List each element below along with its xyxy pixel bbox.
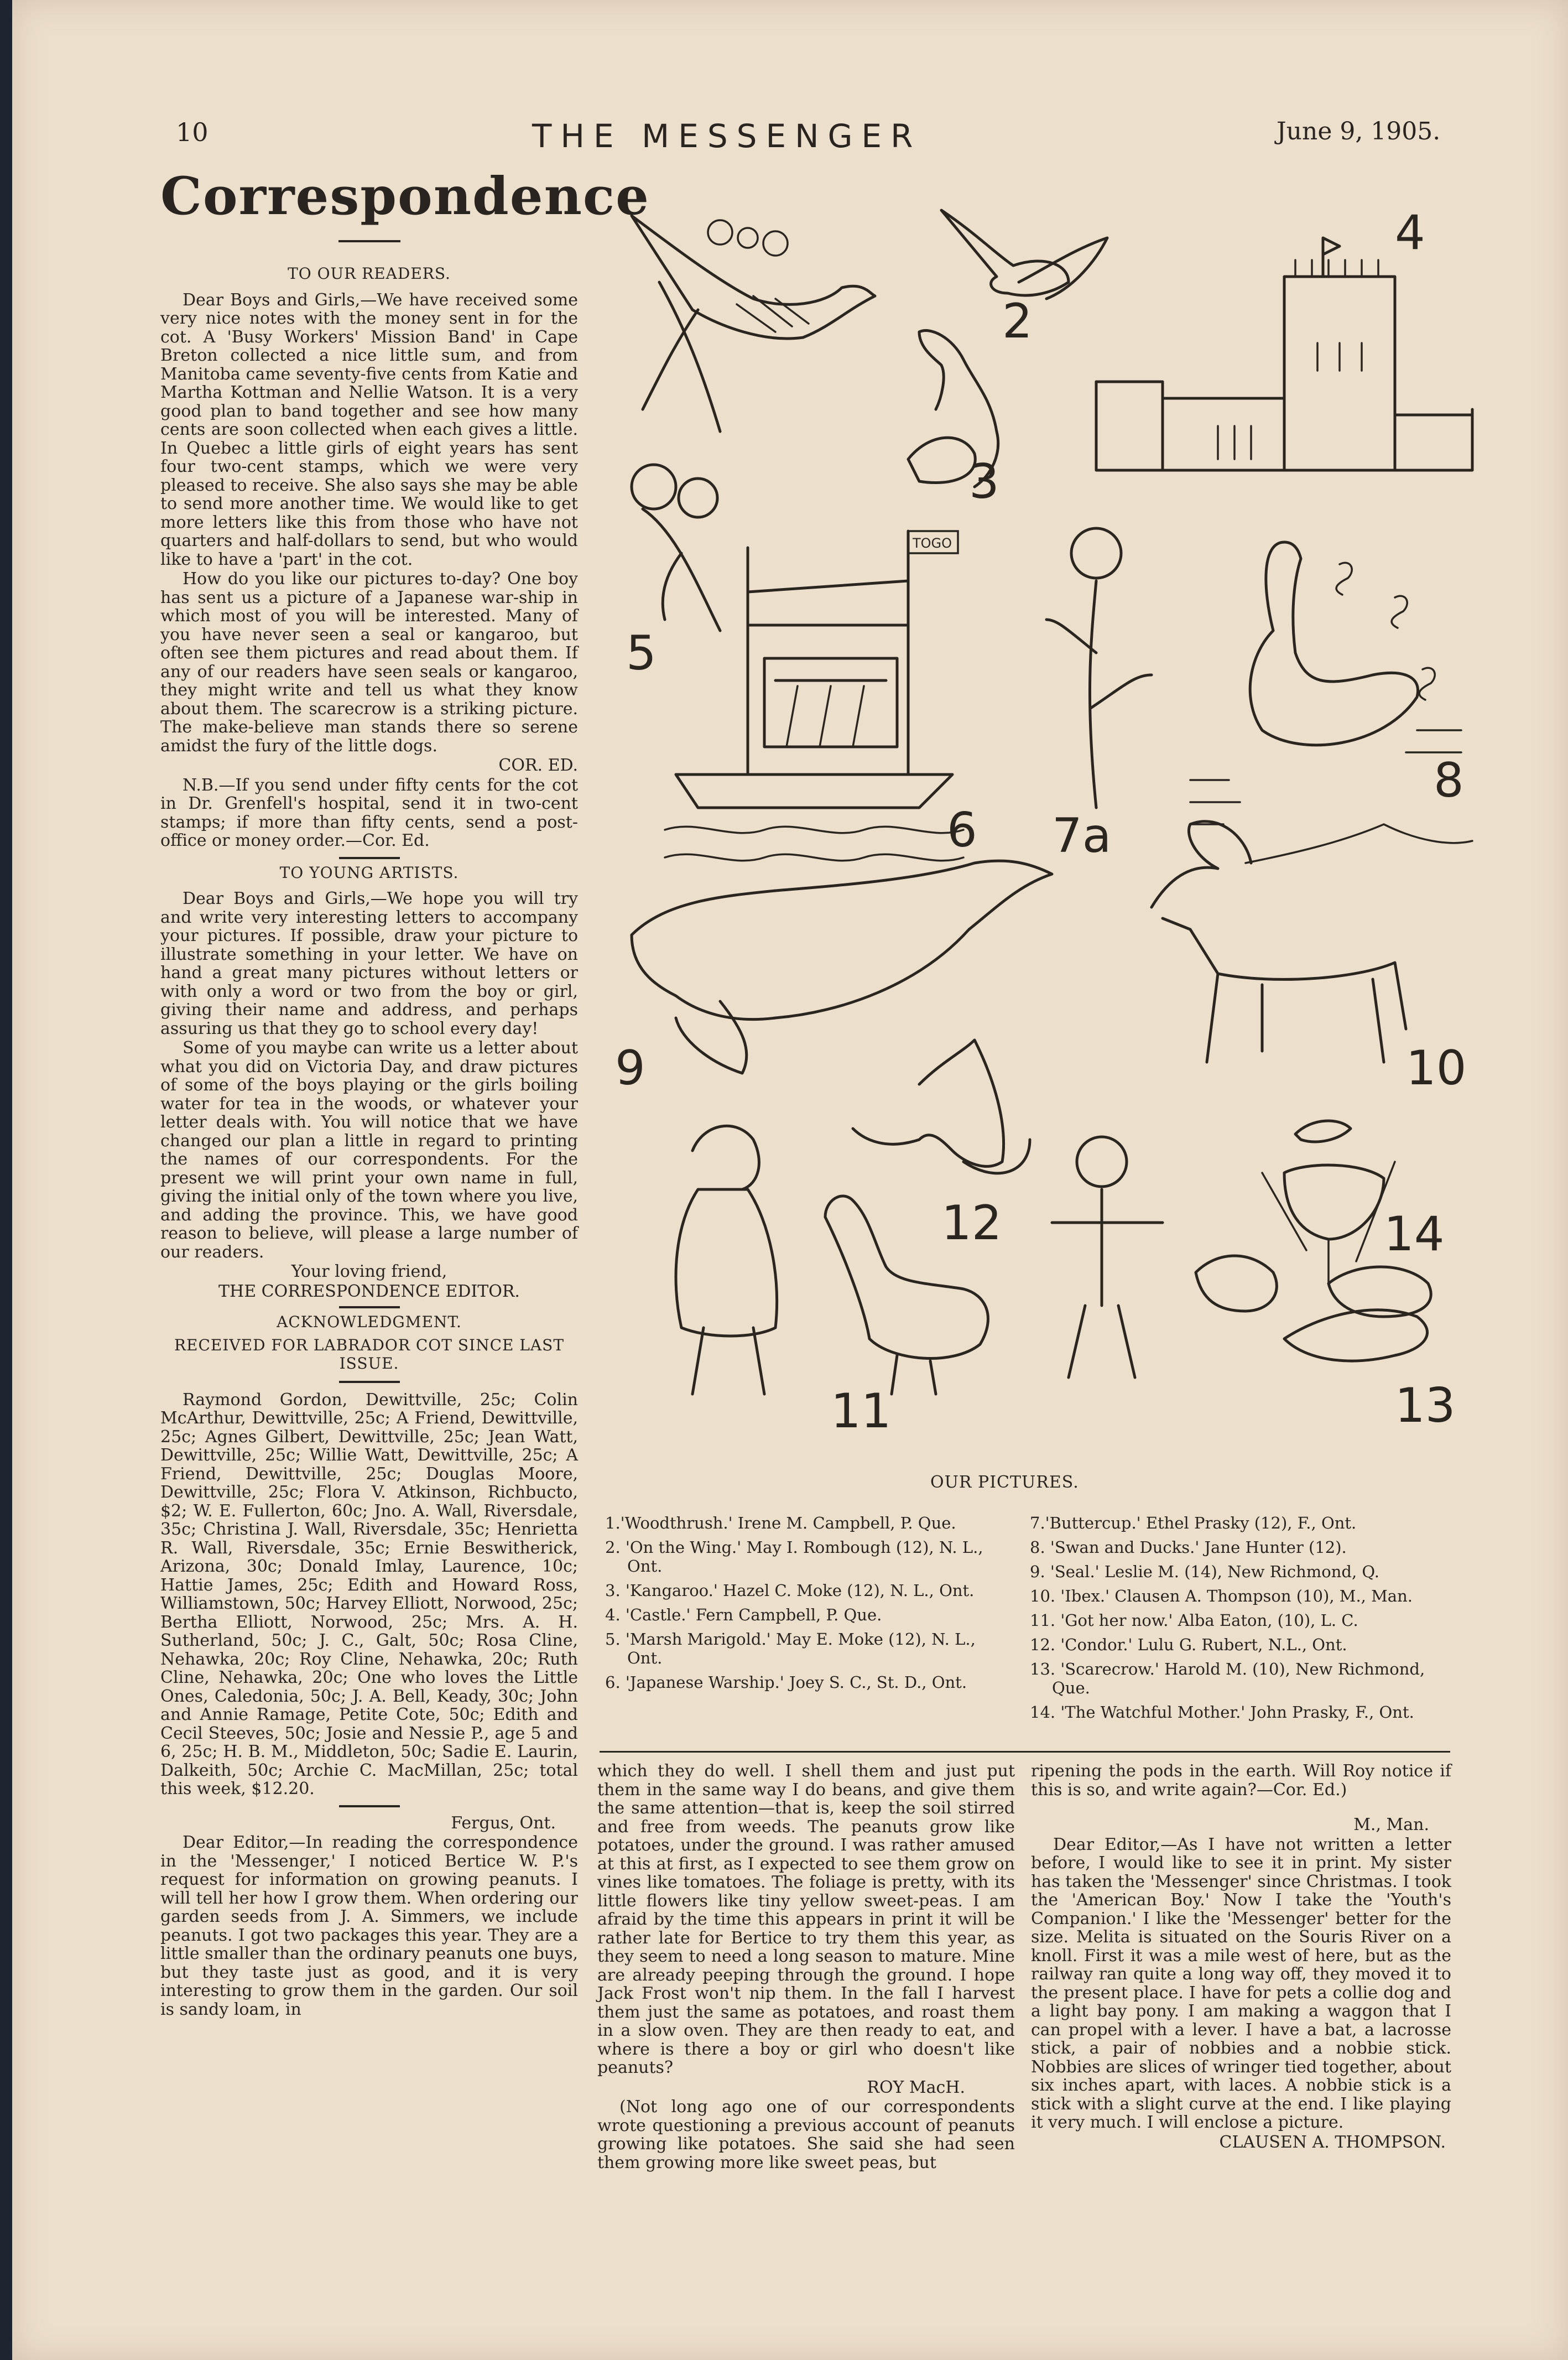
drawing-number-4: 4 <box>1395 205 1425 261</box>
ack-heading: ACKNOWLEDGMENT. <box>277 1313 462 1331</box>
readers-signature: COR. ED. <box>498 756 578 775</box>
ack-subheading: RECEIVED FOR LABRADOR COT SINCE LAST ISSUE. <box>174 1335 565 1373</box>
section-rule <box>339 1381 400 1383</box>
picture-entry-10: 10. 'Ibex.' Clausen A. Thompson (10), M., Man. <box>1030 1587 1413 1605</box>
drawing-number-8: 8 <box>1434 753 1464 808</box>
on-the-wing-drawing <box>941 210 1107 349</box>
ack-list: Raymond Gordon, Dewittville, 25c; Colin McArthur, Dewittville, 25c; A Friend, Dewittville, 25c; Agnes Gilbert, Dewittville, 25c; Jean Watt, Dewittville, 25c; Willie Watt, Dewittville, 25c; A Friend, Dewittville, 25c; Douglas Moore, Dewittville, 25c; Flora V. Atkinson, Richbucto, $2; W. E. Fullerton, 60c; Jno. A. Wall, Riversdale, 35c; Christina J. Wall, Riversdale, 35c; Henrietta R. Wall, Riversdale, 35c; Ernie Beswitherick, Arizona, 30c; Donald Imlay, Laurence, 10c; Hattie James, 25c; Edith and Howard Ross, Williamstown, 50c; Harvey Elliott, Norwood, 25c; Bertha Elliott, Norwood, 25c; Mrs. A. H. Sutherland, 50c; J. C., Galt, 50c; Rosa Cline, Nehawka, 20c; Roy Cline, Nehawka, 20c; Ruth Cline, Nehawka, 20c; One who loves the Little Ones, Caledonia, 50c; J. A. Bell, Keady, 30c; John and Annie Ramage, Petite Cote, 50c; Edith and Cecil Steeves, 50c; Josie and Nessie P., age 5 and 6, 25c; H. B. M., Middleton, 50c; Sadie E. Laurin, Dalkeith, 50c; Archie C. MacMillan, 25c; total this week, $12.20. <box>160 1390 578 1798</box>
picture-entry-5: 5. 'Marsh Marigold.' May E. Moke (12), N. L., Ont. <box>605 1630 976 1667</box>
drawing-number-3: 3 <box>969 454 999 510</box>
artists-signature: THE CORRESPONDENCE EDITOR. <box>218 1281 520 1301</box>
title-rule <box>338 240 400 242</box>
pictures-list-right <box>1030 1514 1450 1727</box>
drawings-svg <box>610 199 1483 1466</box>
readers-nb: N.B.—If you send under fifty cents for the cot in Dr. Grenfell's hospital, send it in two-cent stamps; if more than fifty cents, send a post-office or money order.—Cor. Ed. <box>160 775 578 850</box>
drawing-number-7a: 7a <box>1052 808 1112 864</box>
clausen-para: Dear Editor,—As I have not written a letter before, I would like to see it in print. My sister has taken the 'Messenger' since Christmas. I took the 'American Boy.' Now I take the 'Youth's Companion.' I like the 'Messenger' better for the size. Melita is situated on the Souris River on a knoll. First it was a mile west of here, but as the railway ran quite a long way off, they moved it to the present place. I have for pets a collie dog and a light bay pony. I am making a waggon that I can propel with a lever. I have a bat, a lacrosse stick, a pair of nobbies and a nobbie stick. Nobbies are slices of wringer tied together, about six inches apart, with laces. A nobbie stick is a stick with a slight curve at the end. I like playing it very much. I will enclose a picture. <box>1031 1834 1451 2132</box>
artists-para-1: Dear Boys and Girls,—We hope you will try and write very interesting letters to accompany your pictures. If possible, draw your picture to illustrate something in your letter. We have on hand a great many pictures without letters or with only a word or two from the boy or girl, giving their name and address, and perhaps assuring us that they go to school every day! <box>160 889 578 1038</box>
seal-drawing <box>615 861 1052 1096</box>
editor-note-continued: ripening the pods in the earth. Will Roy notice if this is so, and write again?—Cor. Ed.) <box>1031 1761 1451 1800</box>
picture-entry-2: 2. 'On the Wing.' May I. Rombough (12), N. L., Ont. <box>605 1538 983 1576</box>
page-number: 10 <box>176 117 209 147</box>
picture-entry-4: 4. 'Castle.' Fern Campbell, P. Que. <box>605 1605 882 1624</box>
picture-entry-14: 14. 'The Watchful Mother.' John Prasky, F., Ont. <box>1030 1703 1414 1722</box>
issue-date: June 9, 1905. <box>1277 117 1441 145</box>
picture-entry-9: 9. 'Seal.' Leslie M. (14), New Richmond, Q. <box>1030 1562 1379 1581</box>
page-title: Correspondence <box>160 166 650 227</box>
castle-drawing <box>1096 205 1472 470</box>
kangaroo-drawing <box>908 330 999 510</box>
scarecrow-drawing <box>1052 1137 1455 1433</box>
drawing-number-9: 9 <box>615 1041 645 1096</box>
drawing-number-13: 13 <box>1395 1378 1456 1433</box>
readers-para-1: Dear Boys and Girls,—We have received some very nice notes with the money sent in for the cot. A 'Busy Workers' Mission Band' in Cape Breton collected a nice little sum, and from Manitoba came seventy-five cents from Katie and Martha Kottman and Nellie Watson. It is a very good plan to band together and see how many cents are soon collected when each gives a little. In Quebec a little girls of eight years has sent four two-cent stamps, which we were very pleased to receive. She also says she may be able to send more another time. We would like to get more letters like this from those who have not quarters and half-dollars to send, but who would like to have a 'part' in the cot. <box>160 290 578 569</box>
section-rule <box>339 1306 400 1308</box>
clausen-place: M., Man. <box>1353 1815 1429 1834</box>
ibex-drawing <box>1152 822 1472 1096</box>
right-column <box>1031 1762 1451 2153</box>
our-pictures-heading: OUR PICTURES. <box>930 1473 1079 1492</box>
marsh-marigold-drawing <box>626 465 720 681</box>
roy-place: Fergus, Ont. <box>451 1813 556 1833</box>
artists-closing: Your loving friend, <box>291 1262 447 1281</box>
drawing-number-12: 12 <box>941 1195 1002 1251</box>
drawing-number-2: 2 <box>1002 294 1033 349</box>
editor-note: (Not long ago one of our correspondents wrote questioning a previous account of peanuts growing like potatoes. She said she had seen them growing more like sweet peas, but <box>597 2097 1015 2172</box>
paper-title: THE MESSENGER <box>532 117 922 155</box>
picture-entry-11: 11. 'Got her now.' Alba Eaton, (10), L. C. <box>1030 1611 1358 1630</box>
drawing-number-11: 11 <box>831 1384 892 1439</box>
picture-entry-12: 12. 'Condor.' Lulu G. Rubert, N.L., Ont. <box>1030 1635 1347 1654</box>
newspaper-page <box>12 0 1568 2360</box>
got-her-now-drawing <box>676 1126 988 1439</box>
roy-para-2: which they do well. I shell them and just put them in the same way I do beans, and give them the same attention—that is, keep the soil stirred and free from weeds. The peanuts grow like potatoes, under the ground. I was rather amused at this at first, as I expected to see them grow on vines like tomatoes. The foliage is pretty, with its little flowers like tiny yellow sweet-peas. I am afraid by the time this appears in print it will be rather late for Bertice to try them this year, as they seem to need a long season to mature. Mine are already peeping through the ground. I hope Jack Frost won't nip them. In the fall I harvest them just the same as potatoes, and roast them in a slow oven. They are then ready to eat, and where is there a boy or girl who doesn't like peanuts? <box>597 1761 1015 2077</box>
picture-entry-6: 6. 'Japanese Warship.' Joey S. C., St. D., Ont. <box>605 1673 967 1692</box>
woodthrush-drawing <box>632 216 875 432</box>
readers-heading: TO OUR READERS. <box>288 264 451 283</box>
watchful-mother-drawing <box>1262 1121 1444 1283</box>
drawing-number-10: 10 <box>1406 1041 1467 1096</box>
clausen-signature: CLAUSEN A. THOMPSON. <box>1219 2132 1446 2152</box>
swan-and-ducks-drawing <box>1190 542 1464 824</box>
readers-drawings <box>610 199 1483 1466</box>
picture-entry-3: 3. 'Kangaroo.' Hazel C. Moke (12), N. L., Ont. <box>605 1581 975 1600</box>
middle-column <box>597 1762 1015 2173</box>
section-rule <box>339 857 400 859</box>
pictures-bottom-rule <box>600 1751 1450 1753</box>
picture-entry-13: 13. 'Scarecrow.' Harold M. (10), New Richmond, Que. <box>1030 1660 1425 1697</box>
picture-entry-7: 7.'Buttercup.' Ethel Prasky (12), F., Ont. <box>1030 1514 1357 1532</box>
roy-para-1: Dear Editor,—In reading the correspondence in the 'Messenger,' I noticed Bertice W. P.'s request for information on growing peanuts. I will tell her how I grow them. When ordering our garden seeds from J. A. Simmers, we include peanuts. I got two packages this year. They are a little smaller than the ordinary peanuts one buys, but they taste just as good, and it is very interesting to grow them in the garden. Our soil is sandy loam, in <box>160 1833 578 2019</box>
pictures-list-left <box>605 1514 1014 1697</box>
roy-signature: ROY MacH. <box>867 2077 965 2097</box>
section-rule <box>339 1805 400 1807</box>
left-column <box>160 260 578 2020</box>
buttercup-drawing <box>1046 528 1152 864</box>
condor-drawing <box>853 1040 1030 1251</box>
drawing-number-5: 5 <box>626 626 657 681</box>
drawing-number-14: 14 <box>1384 1207 1445 1262</box>
picture-entry-8: 8. 'Swan and Ducks.' Jane Hunter (12). <box>1030 1538 1347 1557</box>
artists-para-2: Some of you maybe can write us a letter about what you did on Victoria Day, and draw pictures of some of the boys playing or the girls boiling water for tea in the woods, or whatever your letter deals with. You will notice that we have changed our plan a little in regard to printing the names of our correspondents. For the present we will print your own name in full, giving the initial only of the town where you live, and adding the province. This, we have good reason to believe, will please a large number of our readers. <box>160 1038 578 1262</box>
warship-drawing <box>665 531 977 861</box>
warship-flag-text: TOGO <box>913 536 952 551</box>
artists-heading: TO YOUNG ARTISTS. <box>279 863 459 882</box>
drawing-number-6: 6 <box>947 803 977 858</box>
picture-entry-1: 1.'Woodthrush.' Irene M. Campbell, P. Que. <box>605 1514 956 1532</box>
readers-para-2: How do you like our pictures to-day? One boy has sent us a picture of a Japanese war-ship in which most of you will be interested. Many of you have never seen a seal or kangaroo, but often see them pictures and read about them. If any of our readers have seen seals or kangaroo, they might write and tell us what they know about them. The scarecrow is a striking picture. The make-believe man stands there so serene amidst the fury of the little dogs. <box>160 569 578 756</box>
